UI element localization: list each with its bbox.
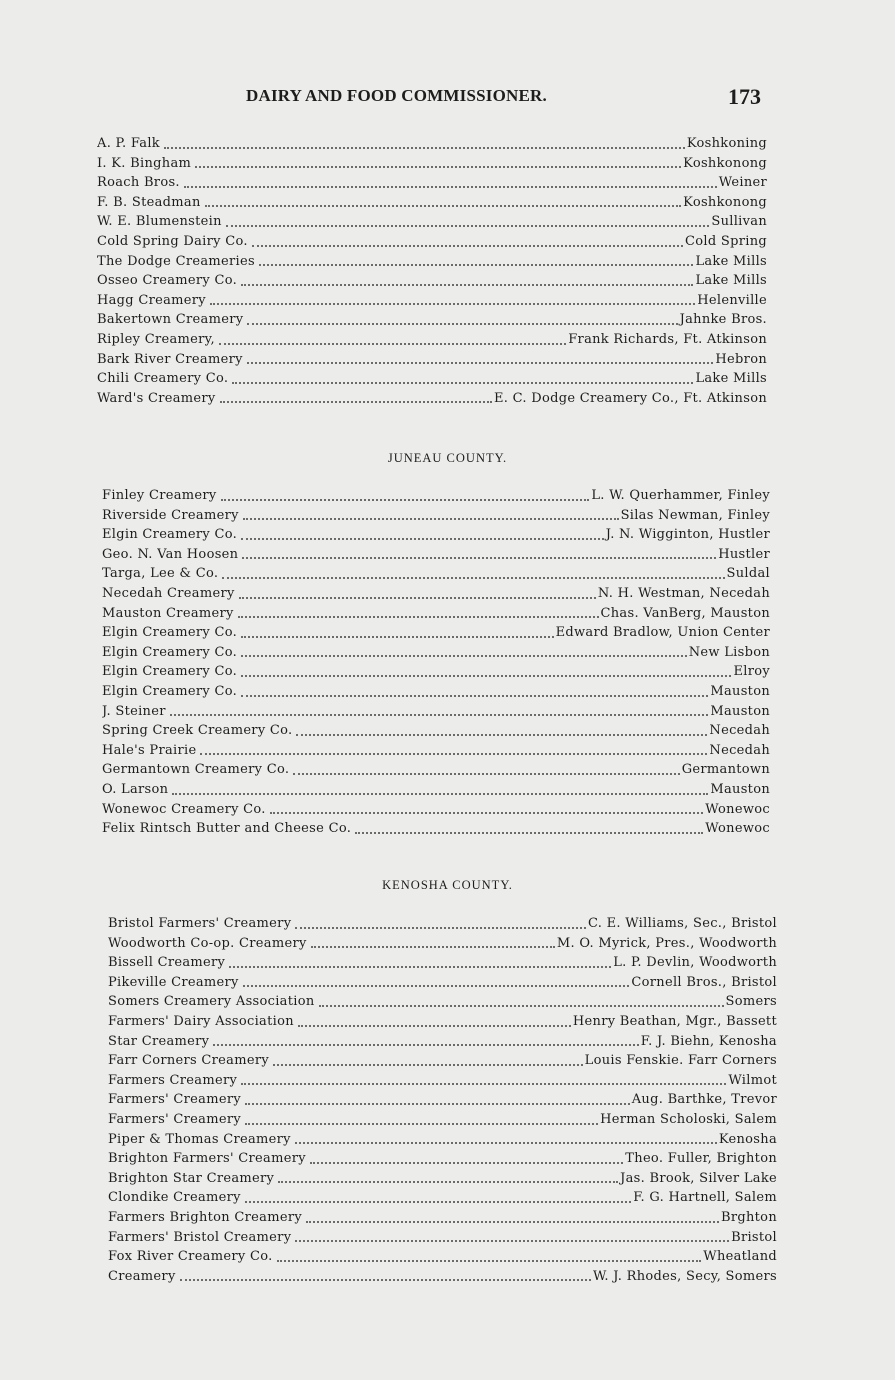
dot-leader: [295, 1142, 717, 1144]
list-entry: [97, 232, 767, 252]
dot-leader: [295, 1240, 729, 1242]
entry-name: Hagg Creamery: [97, 292, 206, 308]
list-entry: [102, 643, 770, 663]
dot-leader: [238, 616, 599, 618]
dot-leader: [172, 793, 708, 795]
dot-leader: [242, 557, 716, 559]
entry-location: Wonewoc: [705, 821, 770, 837]
entry-name: Farmers Creamery: [108, 1072, 238, 1088]
list-entry: [102, 564, 770, 584]
entry-name: Elgin Creamery Co.: [102, 625, 238, 641]
entry-name: Farmers Brighton Creamery: [108, 1209, 303, 1225]
entry-location: Hustler: [718, 546, 770, 562]
entry-location: Jas. Brook, Silver Lake: [620, 1170, 777, 1186]
entry-location: Weiner: [718, 175, 767, 191]
list-entry: [97, 252, 767, 272]
entry-name: Bark River Creamery: [97, 351, 243, 367]
entry-name: Creamery: [108, 1268, 176, 1284]
dot-leader: [241, 538, 604, 540]
list-entry: [102, 662, 770, 682]
dot-leader: [243, 985, 630, 987]
entry-location: Wonewoc: [705, 801, 770, 817]
entry-location: L. W. Querhammer, Finley: [591, 488, 770, 503]
entry-location: Henry Beathan, Mgr., Bassett: [572, 1013, 777, 1029]
dot-leader: [241, 1083, 726, 1085]
dot-leader: [184, 186, 717, 188]
entry-name: Farmers' Bristol Creamery: [108, 1229, 292, 1245]
list-entry: [97, 154, 767, 174]
entry-location: F. J. Biehn, Kenosha: [640, 1033, 777, 1049]
entry-location: Elroy: [733, 664, 770, 680]
entry-location: C. E. Williams, Sec., Bristol: [587, 916, 777, 931]
dot-leader: [311, 946, 555, 948]
dot-leader: [229, 966, 611, 968]
entry-location: L. P. Devlin, Woodworth: [613, 955, 777, 971]
entry-name: Elgin Creamery Co.: [102, 644, 238, 660]
entry-location: Herman Scholoski, Salem: [600, 1111, 777, 1127]
entry-name: Farr Corners Creamery: [108, 1053, 270, 1069]
entry-name: Ward's Creamery: [97, 390, 216, 406]
list-entry: [108, 1110, 777, 1130]
entry-name: Cold Spring Dairy Co.: [97, 233, 248, 249]
list-entry: [97, 389, 767, 409]
list-entry: [97, 193, 767, 213]
list-entry: [102, 623, 770, 643]
entry-name: Wonewoc Creamery Co.: [102, 801, 266, 817]
dot-leader: [243, 518, 619, 520]
entry-name: Chili Creamery Co.: [97, 371, 229, 387]
page-number: 173: [728, 84, 761, 109]
list-entry: [108, 1247, 777, 1267]
section-heading-juneau: JUNEAU COUNTY.: [387, 451, 508, 465]
list-entry: [108, 953, 777, 973]
list-entry: [102, 819, 770, 839]
dot-leader: [200, 753, 707, 755]
dot-leader: [245, 1201, 631, 1203]
dot-leader: [296, 734, 707, 736]
dot-leader: [278, 1181, 618, 1183]
dot-leader: [295, 927, 586, 929]
dot-leader: [170, 714, 709, 716]
dot-leader: [210, 303, 695, 305]
entry-name: Ripley Creamery,: [97, 331, 215, 347]
list-entry: [102, 545, 770, 565]
entry-location: Jahnke Bros.: [679, 312, 767, 328]
list-entry: [108, 1032, 777, 1052]
entry-name: Necedah Creamery: [102, 585, 235, 601]
list-entry: [108, 1208, 777, 1228]
dot-leader: [221, 499, 590, 501]
list-entry: [102, 682, 770, 702]
jefferson-county-continued-list: [0, 134, 895, 408]
entry-location: Suldal: [726, 566, 770, 582]
dot-leader: [241, 636, 554, 638]
entry-name: Farmers' Creamery: [108, 1092, 241, 1108]
list-entry: [97, 173, 767, 193]
list-entry: [108, 914, 777, 934]
entry-location: Hebron: [715, 351, 767, 367]
dot-leader: [245, 1123, 598, 1125]
dot-leader: [241, 695, 708, 697]
dot-leader: [247, 362, 714, 364]
list-entry: [97, 330, 767, 350]
entry-name: Clondike Creamery: [108, 1190, 241, 1206]
dot-leader: [241, 284, 693, 286]
entry-name: Brighton Star Creamery: [108, 1170, 275, 1186]
list-entry: [102, 604, 770, 624]
entry-location: Mauston: [710, 703, 770, 719]
entry-location: Brghton: [721, 1209, 777, 1225]
entry-location: Lake Mills: [695, 371, 767, 387]
entry-name: F. B. Steadman: [97, 194, 201, 210]
entry-name: O. Larson: [102, 781, 169, 797]
entry-name: Spring Creek Creamery Co.: [102, 723, 293, 739]
entry-location: Necedah: [709, 723, 770, 739]
entry-name: A. P. Falk: [97, 136, 160, 151]
entry-location: Chas. VanBerg, Mauston: [600, 605, 770, 621]
entry-location: Cold Spring: [685, 233, 767, 249]
list-entry: [108, 992, 777, 1012]
running-title: DAIRY AND FOOD COMMISSIONER.: [246, 86, 547, 105]
list-entry: [102, 584, 770, 604]
entry-name: Elgin Creamery Co.: [102, 683, 238, 699]
dot-leader: [293, 773, 679, 775]
dot-leader: [259, 264, 694, 266]
list-entry: [108, 1051, 777, 1071]
entry-location: N. H. Westman, Necedah: [597, 585, 770, 601]
running-header: [0, 86, 895, 116]
entry-location: Somers: [725, 994, 777, 1010]
entry-name: Targa, Lee & Co.: [102, 566, 219, 582]
entry-name: Star Creamery: [108, 1033, 210, 1049]
entry-name: Hale's Prairie: [102, 742, 197, 758]
list-entry: [102, 506, 770, 526]
entry-location: Wheatland: [703, 1249, 777, 1265]
entry-name: W. E. Blumenstein: [97, 214, 222, 230]
dot-leader: [241, 655, 687, 657]
dot-leader: [298, 1025, 571, 1027]
list-entry: [108, 1188, 777, 1208]
list-entry: [108, 973, 777, 993]
entry-location: Lake Mills: [695, 273, 767, 289]
list-entry: [108, 1228, 777, 1248]
entry-name: Woodworth Co-op. Creamery: [108, 935, 307, 951]
entry-location: Sullivan: [711, 214, 767, 230]
list-entry: [97, 310, 767, 330]
dot-leader: [232, 382, 693, 384]
entry-location: Wilmot: [728, 1072, 777, 1088]
dot-leader: [245, 1103, 630, 1105]
entry-location: J. N. Wigginton, Hustler: [605, 527, 770, 543]
entry-location: Koshkoning: [686, 136, 767, 151]
entry-name: Elgin Creamery Co.: [102, 664, 238, 680]
entry-location: Germantown: [681, 762, 770, 778]
entry-name: Germantown Creamery Co.: [102, 762, 290, 778]
dot-leader: [306, 1221, 719, 1223]
entry-location: Helenville: [697, 292, 767, 308]
entry-name: Felix Rintsch Butter and Cheese Co.: [102, 821, 352, 837]
list-entry: [97, 212, 767, 232]
dot-leader: [273, 1064, 583, 1066]
dot-leader: [241, 675, 731, 677]
entry-location: Theo. Fuller, Brighton: [625, 1151, 777, 1167]
dot-leader: [319, 1005, 724, 1007]
list-entry: [108, 1267, 777, 1287]
list-entry: [102, 702, 770, 722]
entry-name: Pikeville Creamery: [108, 974, 239, 990]
entry-name: Finley Creamery: [102, 488, 217, 503]
entry-location: E. C. Dodge Creamery Co., Ft. Atkinson: [493, 390, 767, 406]
dot-leader: [355, 832, 703, 834]
entry-name: Bakertown Creamery: [97, 312, 244, 328]
entry-location: F. G. Hartnell, Salem: [633, 1190, 777, 1206]
dot-leader: [219, 343, 566, 345]
entry-name: Geo. N. Van Hoosen: [102, 546, 239, 562]
dot-leader: [247, 323, 677, 325]
list-entry: [102, 721, 770, 741]
entry-name: Fox River Creamery Co.: [108, 1249, 273, 1265]
entry-location: Mauston: [710, 781, 770, 797]
list-entry: [102, 780, 770, 800]
entry-name: Riverside Creamery: [102, 507, 239, 523]
list-entry: [108, 1090, 777, 1110]
list-entry: [102, 741, 770, 761]
dot-leader: [164, 147, 685, 149]
entry-name: Bristol Farmers' Creamery: [108, 916, 292, 931]
list-entry: [108, 934, 777, 954]
entry-name: Mauston Creamery: [102, 605, 234, 621]
list-entry: [102, 486, 770, 506]
kenosha-county-list: [0, 914, 895, 1286]
entry-location: Kenosha: [718, 1131, 777, 1147]
entry-location: Aug. Barthke, Trevor: [631, 1092, 777, 1108]
entry-name: Roach Bros.: [97, 175, 180, 191]
dot-leader: [195, 166, 681, 168]
dot-leader: [252, 245, 683, 247]
entry-location: New Lisbon: [688, 644, 770, 660]
list-entry: [97, 291, 767, 311]
entry-location: Frank Richards, Ft. Atkinson: [568, 331, 767, 347]
entry-name: Farmers' Creamery: [108, 1111, 241, 1127]
list-entry: [102, 525, 770, 545]
entry-name: Elgin Creamery Co.: [102, 527, 238, 543]
entry-name: Somers Creamery Association: [108, 994, 315, 1010]
section-heading-kenosha: KENOSHA COUNTY.: [382, 878, 513, 892]
list-entry: [97, 134, 767, 154]
entry-location: Necedah: [709, 742, 770, 758]
list-entry: [108, 1012, 777, 1032]
list-entry: [102, 800, 770, 820]
entry-location: W. J. Rhodes, Secy, Somers: [593, 1268, 777, 1284]
dot-leader: [220, 401, 492, 403]
entry-name: Bissell Creamery: [108, 955, 226, 971]
entry-location: M. O. Myrick, Pres., Woodworth: [556, 935, 777, 951]
entry-location: Mauston: [710, 683, 770, 699]
entry-name: Brighton Farmers' Creamery: [108, 1151, 306, 1167]
dot-leader: [222, 577, 724, 579]
list-entry: [97, 271, 767, 291]
entry-location: Silas Newman, Finley: [620, 507, 770, 523]
list-entry: [97, 350, 767, 370]
entry-location: Koshkonong: [683, 155, 767, 171]
dot-leader: [180, 1279, 591, 1281]
entry-name: Farmers' Dairy Association: [108, 1013, 294, 1029]
entry-location: Lake Mills: [695, 253, 767, 269]
dot-leader: [277, 1260, 702, 1262]
dot-leader: [226, 225, 710, 227]
list-entry: [108, 1169, 777, 1189]
list-entry: [102, 760, 770, 780]
dot-leader: [310, 1162, 623, 1164]
dot-leader: [213, 1044, 638, 1046]
entry-name: I. K. Bingham: [97, 155, 192, 171]
list-entry: [108, 1149, 777, 1169]
entry-location: Bristol: [731, 1229, 777, 1245]
entry-name: Osseo Creamery Co.: [97, 273, 238, 289]
entry-name: J. Steiner: [102, 703, 166, 719]
dot-leader: [205, 205, 682, 207]
entry-location: Cornell Bros., Bristol: [631, 974, 777, 990]
entry-location: Edward Bradlow, Union Center: [555, 625, 770, 641]
list-entry: [97, 369, 767, 389]
entry-location: Louis Fenskie. Farr Corners: [584, 1053, 777, 1069]
entry-location: Koshkonong: [683, 194, 767, 210]
dot-leader: [270, 812, 704, 814]
dot-leader: [239, 597, 596, 599]
list-entry: [108, 1130, 777, 1150]
list-entry: [108, 1071, 777, 1091]
juneau-county-list: [0, 486, 895, 839]
entry-name: The Dodge Creameries: [97, 253, 255, 269]
entry-name: Piper & Thomas Creamery: [108, 1131, 291, 1147]
